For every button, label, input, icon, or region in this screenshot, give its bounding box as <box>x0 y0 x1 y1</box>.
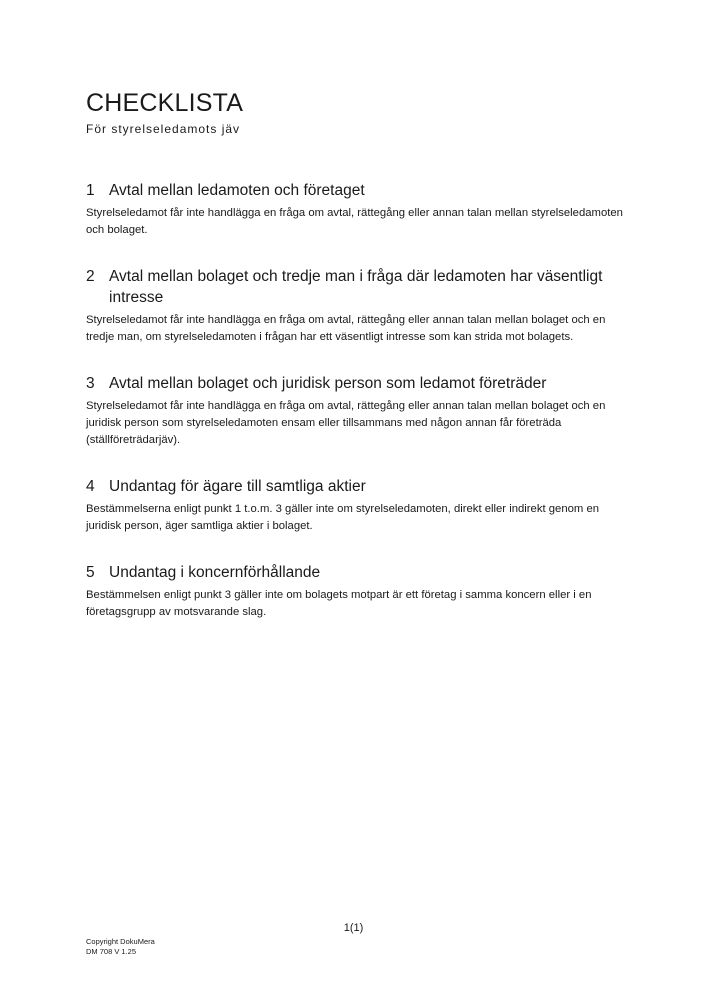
document-subtitle: För styrelseledamots jäv <box>86 122 241 136</box>
section-body: Bestämmelserna enligt punkt 1 t.o.m. 3 gäller inte om styrelseledamoten, direkt eller indirekt genom en juridisk person, äger samtliga aktier i bolaget. <box>86 503 600 532</box>
checklist-section <box>86 266 626 346</box>
section-number: 5 <box>86 564 95 581</box>
section-number: 3 <box>86 375 95 392</box>
section-heading <box>86 562 626 583</box>
section-heading <box>86 373 626 394</box>
section-body: Bestämmelsen enligt punkt 3 gäller inte om bolagets motpart är ett företag i samma koncern eller i en företagsgrupp av motsvarande slag. <box>86 589 592 618</box>
section-heading <box>86 266 626 308</box>
checklist-sections <box>86 180 626 648</box>
copyright-text: Copyright DokuMera <box>86 937 155 946</box>
section-body: Styrelseledamot får inte handlägga en fråga om avtal, rättegång eller annan talan mellan styrelseledamoten och bolaget. <box>86 207 623 236</box>
section-title: Avtal mellan ledamoten och företaget <box>109 182 365 199</box>
section-title: Avtal mellan bolaget och tredje man i fråga där ledamoten har väsentligt intresse <box>109 268 603 306</box>
document-title: CHECKLISTA <box>86 89 244 117</box>
section-title: Undantag för ägare till samtliga aktier <box>109 478 366 495</box>
section-number: 2 <box>86 268 95 285</box>
section-title: Avtal mellan bolaget och juridisk person som ledamot företräder <box>109 375 547 392</box>
checklist-section <box>86 180 626 239</box>
page-number: 1(1) <box>343 922 364 934</box>
checklist-section <box>86 476 626 535</box>
section-heading <box>86 180 626 201</box>
checklist-section <box>86 562 626 621</box>
document-footer <box>86 937 155 957</box>
section-number: 4 <box>86 478 95 495</box>
section-body: Styrelseledamot får inte handlägga en fråga om avtal, rättegång eller annan talan mellan bolaget och en juridisk person som styrelseledamoten ensam eller tillsammans med någon annan får företräda (ställföreträdarjäv). <box>86 400 606 446</box>
section-body: Styrelseledamot får inte handlägga en fråga om avtal, rättegång eller annan talan mellan bolaget och en tredje man, om styrelseledamoten i frågan har ett väsentligt intresse som kan strida mot bolagets. <box>86 314 606 343</box>
section-heading <box>86 476 626 497</box>
section-number: 1 <box>86 182 95 199</box>
checklist-section <box>86 373 626 449</box>
document-code: DM 708 V 1.25 <box>86 947 137 956</box>
section-title: Undantag i koncernförhållande <box>109 564 321 581</box>
